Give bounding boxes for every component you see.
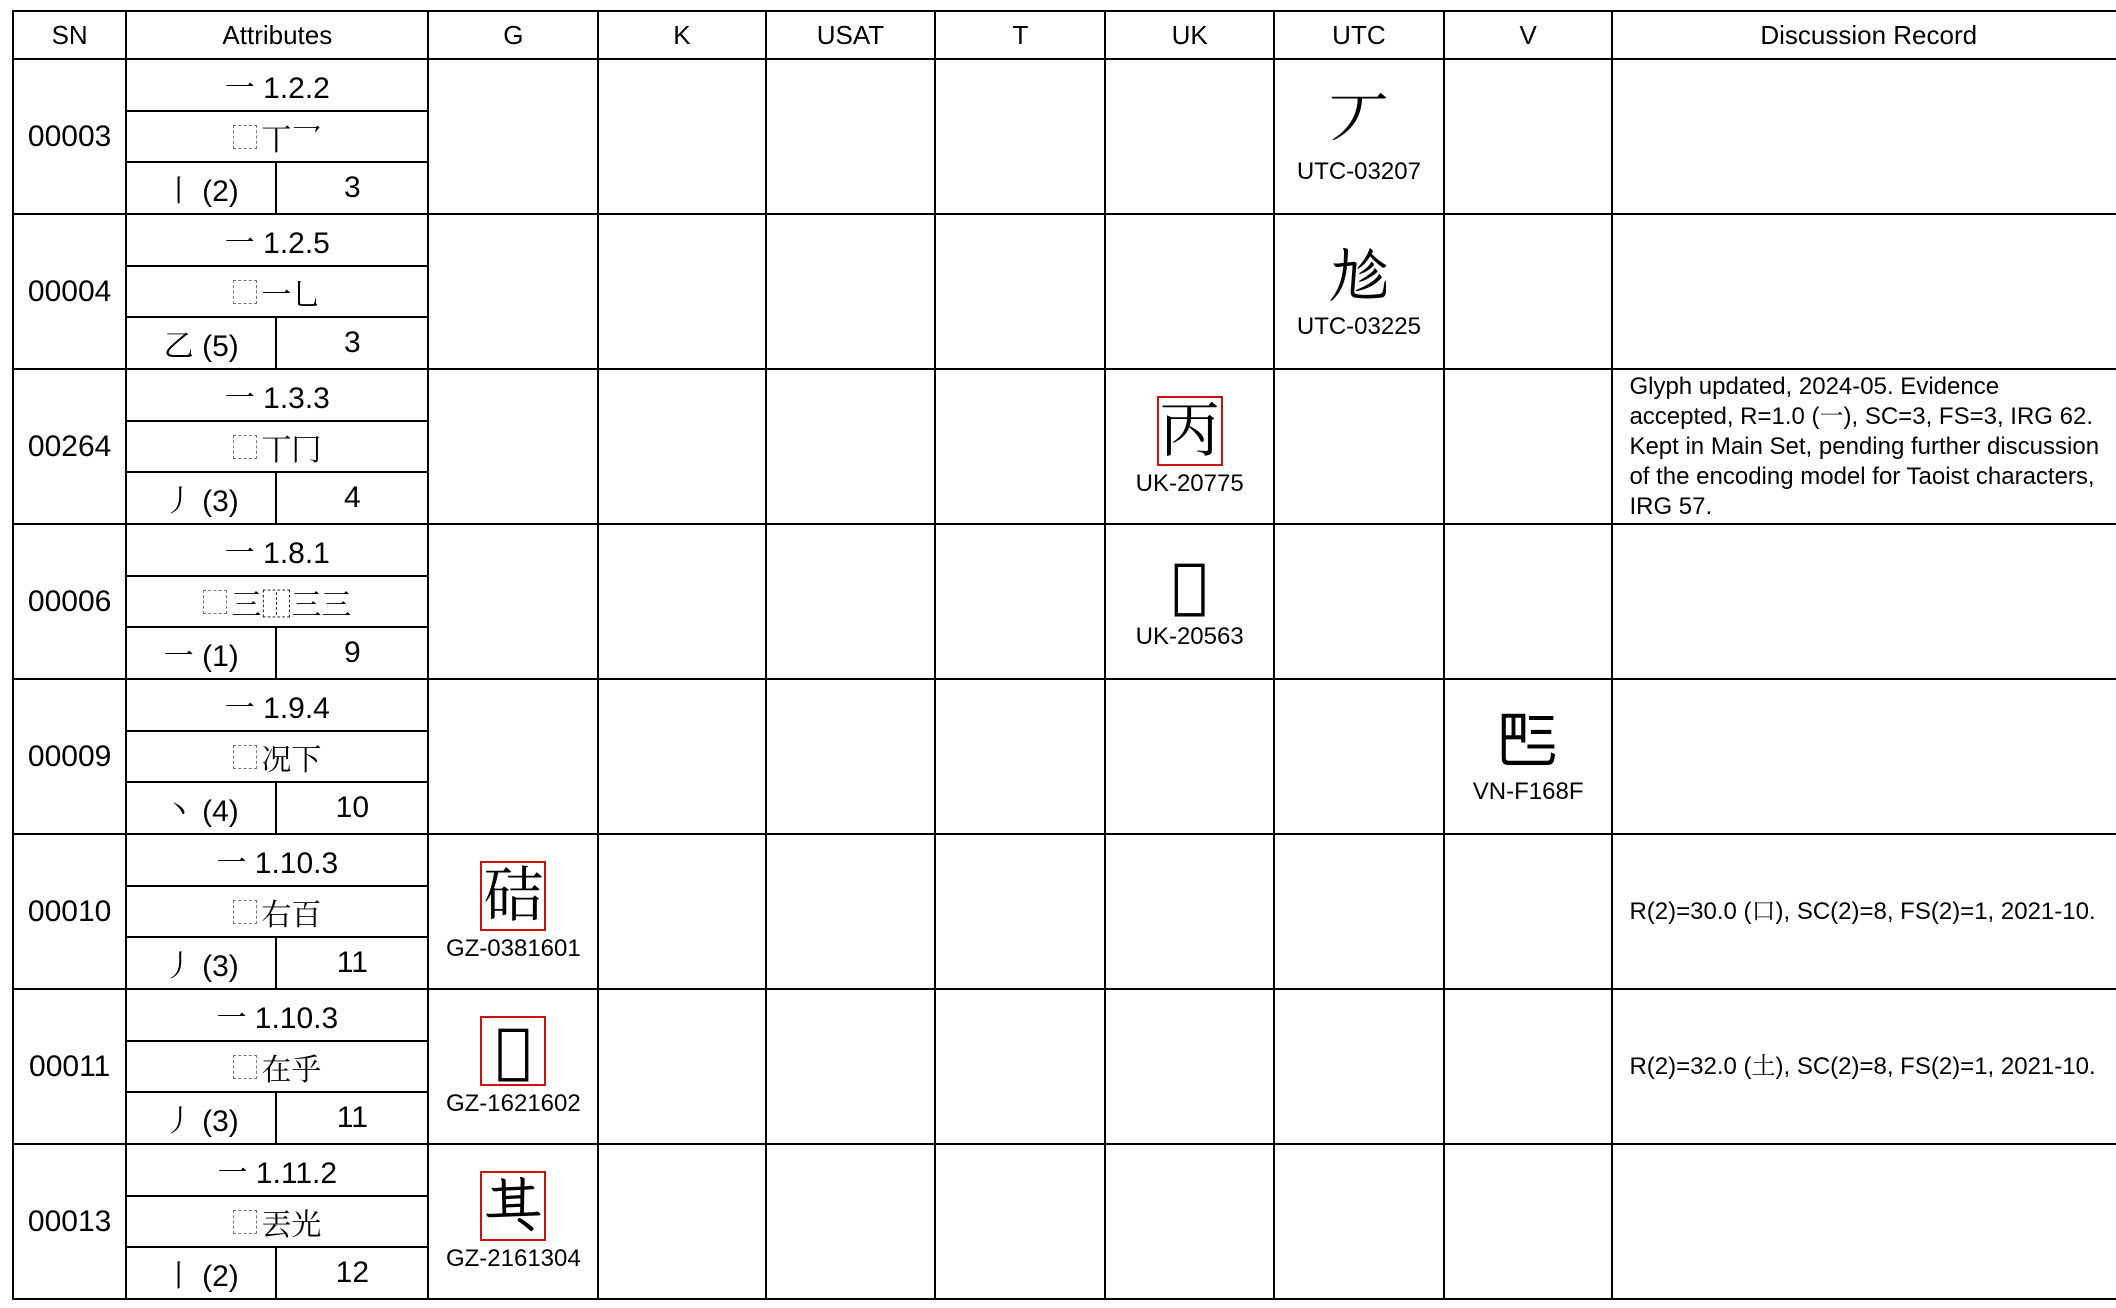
attributes-cell	[126, 524, 428, 679]
glyph-cell-t	[935, 59, 1105, 214]
attribute-radical: 乙 (5)	[127, 318, 277, 368]
attributes-cell	[126, 834, 428, 989]
table-row	[13, 214, 2116, 369]
glyph-source-ref: UK-20563	[1135, 622, 1244, 650]
attribute-ids	[127, 422, 427, 473]
table-row	[13, 679, 2116, 834]
attribute-stroke-count: 12	[335, 1256, 370, 1289]
attributes-cell	[126, 989, 428, 1144]
glyph-cell-uk	[1105, 989, 1274, 1144]
attribute-stroke-count: 3	[343, 326, 361, 359]
glyph-cell-t	[935, 524, 1105, 679]
glyph-cell-k	[598, 59, 765, 214]
header-row	[13, 11, 2116, 59]
glyph-cell-uk	[1105, 834, 1274, 989]
attribute-radical: 丨 (2)	[127, 163, 277, 213]
attribute-stroke-info: 一 1.11.2	[127, 1145, 427, 1197]
glyph-cell-t	[935, 989, 1105, 1144]
glyph-cell-usat	[766, 369, 936, 524]
glyph-source-ref: GZ-2161304	[445, 1244, 581, 1272]
attribute-ids	[127, 112, 427, 163]
glyph-cell-usat	[766, 989, 936, 1144]
attribute-ids	[127, 577, 427, 628]
glyph-cell-uk	[1105, 214, 1274, 369]
header-usat: USAT	[766, 11, 936, 59]
glyph-cell-g	[428, 834, 598, 989]
serial-number: 00004	[13, 214, 126, 369]
glyph-cell-k	[598, 214, 765, 369]
glyph-cell-usat	[766, 834, 936, 989]
glyph-cell-uk	[1105, 524, 1274, 679]
glyph-cell-utc	[1274, 524, 1444, 679]
glyph-source-ref: UK-20775	[1135, 469, 1244, 497]
attribute-stroke-count: 4	[343, 481, 361, 514]
glyph-image: 丆	[1328, 85, 1389, 156]
header-sn: SN	[13, 11, 126, 59]
glyph-image: 丙	[1157, 396, 1223, 466]
glyph-cell-v	[1444, 1144, 1613, 1299]
glyph-cell-t	[935, 834, 1105, 989]
glyph-cell-t	[935, 214, 1105, 369]
serial-number: 00003	[13, 59, 126, 214]
glyph-cell-v	[1444, 214, 1613, 369]
attribute-ids	[127, 1197, 427, 1248]
table-row	[13, 1144, 2116, 1299]
ids-operator-icon	[233, 1210, 257, 1234]
glyph-cell-k	[598, 1144, 765, 1299]
serial-number: 00013	[13, 1144, 126, 1299]
attribute-stroke-info: 一 1.10.3	[127, 835, 427, 887]
serial-number: 00010	[13, 834, 126, 989]
glyph-image: 𠃩	[1328, 240, 1389, 311]
attribute-stroke-count: 9	[343, 636, 361, 669]
discussion-record	[1612, 59, 2116, 214]
glyph-cell-k	[598, 679, 765, 834]
attributes-cell	[126, 369, 428, 524]
attributes-cell	[126, 1144, 428, 1299]
table-row	[13, 834, 2116, 989]
glyph-image: 𡋟	[480, 1016, 546, 1086]
attribute-radical: 丨 (2)	[127, 1248, 277, 1298]
glyph-cell-v	[1444, 369, 1613, 524]
glyph-image: 𠀪	[480, 1171, 546, 1241]
header-t: T	[935, 11, 1105, 59]
glyph-cell-v	[1444, 59, 1613, 214]
table-row	[13, 369, 2116, 524]
glyph-cell-g	[428, 1144, 598, 1299]
ids-components: 右百	[261, 898, 322, 932]
glyph-source-ref: VN-F168F	[1472, 777, 1584, 805]
header-attributes: Attributes	[126, 11, 428, 59]
attribute-stroke-info: 一 1.8.1	[127, 525, 427, 577]
ids-operator-icon	[233, 435, 257, 459]
glyph-source-ref: GZ-0381601	[445, 934, 581, 962]
glyph-cell-usat	[766, 524, 936, 679]
header-g: G	[428, 11, 598, 59]
glyph-cell-uk	[1105, 369, 1274, 524]
glyph-cell-v	[1444, 834, 1613, 989]
glyph-source-ref: GZ-1621602	[445, 1089, 581, 1117]
header-discussion-record: Discussion Record	[1612, 11, 2116, 59]
glyph-cell-utc	[1274, 679, 1444, 834]
attribute-stroke-count: 10	[335, 791, 370, 824]
table-row	[13, 989, 2116, 1144]
attribute-stroke-info: 一 1.2.2	[127, 60, 427, 112]
attributes-cell	[126, 679, 428, 834]
glyph-image: 𠀧	[1498, 705, 1559, 776]
header-utc: UTC	[1274, 11, 1444, 59]
glyph-cell-utc	[1274, 59, 1444, 214]
ids-components: 丅乛	[261, 123, 322, 157]
glyph-image: 硈	[480, 861, 546, 931]
glyph-cell-utc	[1274, 1144, 1444, 1299]
glyph-cell-uk	[1105, 59, 1274, 214]
ids-operator-icon	[233, 745, 257, 769]
serial-number: 00264	[13, 369, 126, 524]
attribute-radical: 一 (1)	[127, 628, 277, 678]
glyph-cell-g	[428, 989, 598, 1144]
glyph-cell-uk	[1105, 1144, 1274, 1299]
ids-components: 况下	[261, 743, 322, 777]
discussion-record	[1612, 214, 2116, 369]
glyph-cell-v	[1444, 524, 1613, 679]
serial-number: 00011	[13, 989, 126, 1144]
table-row	[13, 524, 2116, 679]
glyph-cell-usat	[766, 59, 936, 214]
glyph-cell-utc	[1274, 989, 1444, 1144]
glyph-cell-g	[428, 679, 598, 834]
serial-number: 00009	[13, 679, 126, 834]
attribute-radical: 丿 (3)	[127, 938, 277, 988]
glyph-cell-k	[598, 989, 765, 1144]
discussion-record: Glyph updated, 2024-05. Evidence accepted, R=1.0 (一), SC=3, FS=3, IRG 62. Kept in Main Set, pending further discussion of the encoding model for Taoist characters, IRG 57.	[1612, 369, 2116, 524]
header-uk: UK	[1105, 11, 1274, 59]
attribute-ids	[127, 1042, 427, 1093]
glyph-cell-g	[428, 369, 598, 524]
attribute-radical: 丿 (3)	[127, 1093, 277, 1143]
attribute-stroke-count: 11	[336, 1101, 368, 1134]
glyph-cell-utc	[1274, 214, 1444, 369]
character-table	[12, 10, 2116, 1300]
glyph-cell-g	[428, 524, 598, 679]
glyph-cell-t	[935, 679, 1105, 834]
glyph-cell-t	[935, 369, 1105, 524]
discussion-record	[1612, 524, 2116, 679]
discussion-record: R(2)=30.0 (口), SC(2)=8, FS(2)=1, 2021-10.	[1612, 834, 2116, 989]
glyph-cell-uk	[1105, 679, 1274, 834]
attribute-stroke-info: 一 1.2.5	[127, 215, 427, 267]
attributes-cell	[126, 59, 428, 214]
glyph-cell-v	[1444, 679, 1613, 834]
ids-operator-icon	[233, 900, 257, 924]
ids-operator-icon	[233, 125, 257, 149]
table-row	[13, 59, 2116, 214]
ids-components: 丟光	[261, 1208, 322, 1242]
glyph-cell-utc	[1274, 369, 1444, 524]
glyph-cell-usat	[766, 1144, 936, 1299]
ids-operator-icon	[233, 1055, 257, 1079]
glyph-source-ref: UTC-03225	[1296, 312, 1421, 340]
attribute-stroke-info: 一 1.10.3	[127, 990, 427, 1042]
glyph-cell-t	[935, 1144, 1105, 1299]
glyph-cell-usat	[766, 679, 936, 834]
glyph-cell-v	[1444, 989, 1613, 1144]
glyph-cell-usat	[766, 214, 936, 369]
ids-operator-icon	[203, 590, 227, 614]
attribute-stroke-count: 11	[336, 946, 368, 979]
glyph-cell-k	[598, 524, 765, 679]
glyph-cell-k	[598, 369, 765, 524]
ids-components: 三⿰三三	[231, 588, 352, 622]
header-k: K	[598, 11, 765, 59]
attribute-ids	[127, 732, 427, 783]
glyph-cell-g	[428, 59, 598, 214]
attribute-radical: 丿 (3)	[127, 473, 277, 523]
serial-number: 00006	[13, 524, 126, 679]
discussion-record: R(2)=32.0 (土), SC(2)=8, FS(2)=1, 2021-10.	[1612, 989, 2116, 1144]
attribute-stroke-info: 一 1.3.3	[127, 370, 427, 422]
attributes-cell	[126, 214, 428, 369]
attribute-stroke-count: 3	[343, 171, 361, 204]
ids-components: 丅冂	[261, 433, 322, 467]
discussion-record	[1612, 679, 2116, 834]
ids-components: 在乎	[261, 1053, 322, 1087]
glyph-cell-k	[598, 834, 765, 989]
header-v: V	[1444, 11, 1613, 59]
attribute-ids	[127, 887, 427, 938]
glyph-cell-utc	[1274, 834, 1444, 989]
attribute-radical: 丶 (4)	[127, 783, 277, 833]
glyph-cell-g	[428, 214, 598, 369]
ids-operator-icon	[233, 280, 257, 304]
attribute-ids	[127, 267, 427, 318]
glyph-source-ref: UTC-03207	[1296, 157, 1421, 185]
glyph-image: 𠀄	[1171, 550, 1208, 621]
attribute-stroke-info: 一 1.9.4	[127, 680, 427, 732]
discussion-record	[1612, 1144, 2116, 1299]
ids-components: 一⺃	[261, 278, 322, 312]
